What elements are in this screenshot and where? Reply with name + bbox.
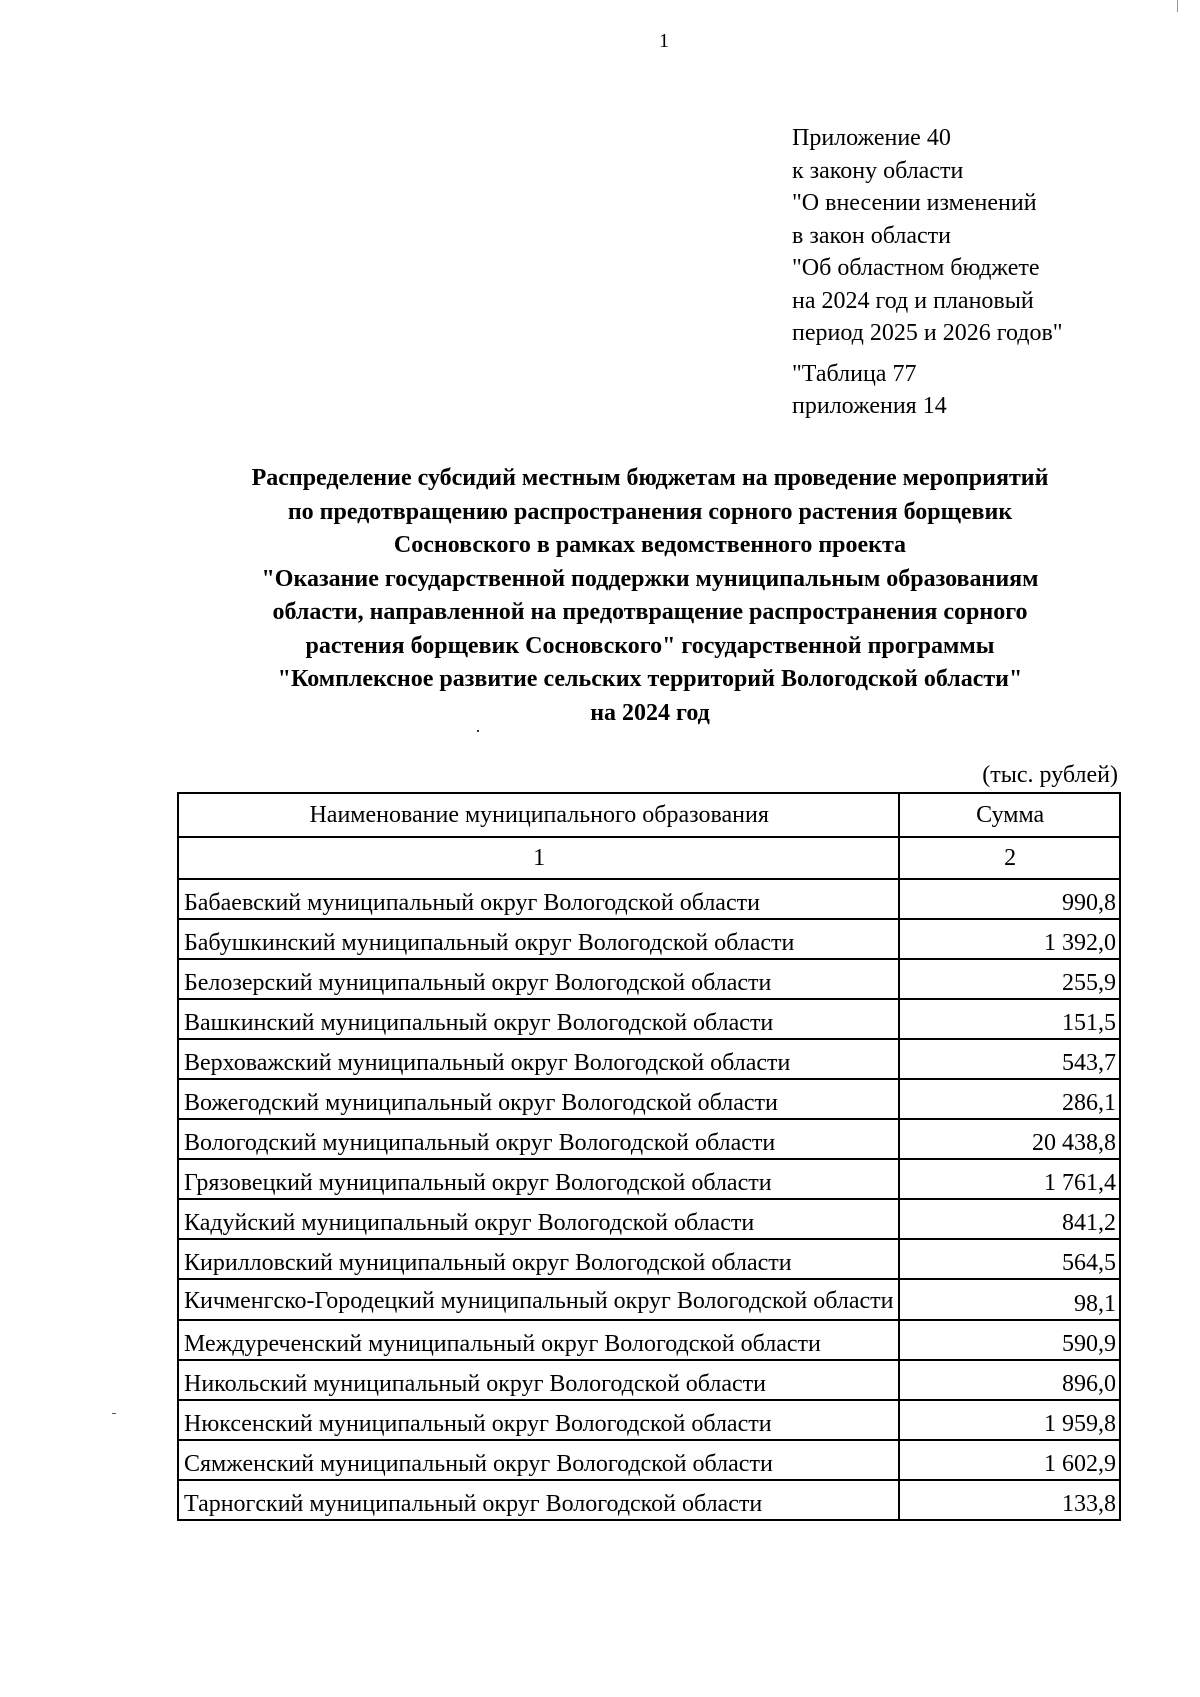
subsidy-amount: 133,8 (899, 1480, 1120, 1520)
table-row (178, 1320, 1120, 1360)
table-row (178, 999, 1120, 1039)
title-line: области, направленной на предотвращение распространения сорного (272, 599, 1028, 625)
subsidy-amount: 255,9 (899, 959, 1120, 999)
municipality-name: Сямженский муниципальный округ Вологодской области (178, 1440, 899, 1480)
subsidy-amount: 590,9 (899, 1320, 1120, 1360)
appendix-line: "О внесении изменений (792, 190, 1037, 216)
table-row (178, 1480, 1120, 1520)
subsidy-amount: 896,0 (899, 1360, 1120, 1400)
scan-side-mark (112, 1413, 116, 1414)
column-number-sum: 2 (899, 837, 1120, 879)
subsidy-table (177, 792, 1121, 1521)
column-number-row (178, 837, 1120, 879)
municipality-name: Верховажский муниципальный округ Вологодской области (178, 1039, 899, 1079)
municipality-name: Нюксенский муниципальный округ Вологодской области (178, 1400, 899, 1440)
table-row (178, 1360, 1120, 1400)
appendix-header (792, 122, 1063, 423)
table-row (178, 1199, 1120, 1239)
municipality-name: Кирилловский муниципальный округ Вологодской области (178, 1239, 899, 1279)
municipality-name: Вашкинский муниципальный округ Вологодской области (178, 999, 899, 1039)
table-row (178, 1279, 1120, 1320)
table-row (178, 1079, 1120, 1119)
subsidy-amount: 286,1 (899, 1079, 1120, 1119)
header-name: Наименование муниципального образования (178, 793, 899, 837)
document-title (150, 462, 1150, 730)
municipality-name: Бабушкинский муниципальный округ Вологодской области (178, 919, 899, 959)
municipality-name: Грязовецкий муниципальный округ Вологодской области (178, 1159, 899, 1199)
subsidy-amount: 841,2 (899, 1199, 1120, 1239)
subsidy-amount: 990,8 (899, 879, 1120, 919)
table-reference-line: "Таблица 77 (792, 360, 917, 387)
subsidy-amount: 98,1 (899, 1279, 1120, 1320)
title-line: "Комплексное развитие сельских территорий Вологодской области" (277, 666, 1023, 692)
subsidy-amount: 543,7 (899, 1039, 1120, 1079)
title-line: "Оказание государственной поддержки муниципальным образованиям (261, 565, 1039, 592)
table-row (178, 1440, 1120, 1480)
subsidy-amount: 1 959,8 (899, 1400, 1120, 1440)
municipality-name: Никольский муниципальный округ Вологодской области (178, 1360, 899, 1400)
appendix-line: в закон области (792, 222, 951, 249)
appendix-line: к закону области (792, 157, 964, 184)
units-label: (тыс. рублей) (982, 762, 1118, 788)
municipality-name: Вожегодский муниципальный округ Вологодской области (178, 1079, 899, 1119)
subsidy-amount: 151,5 (899, 999, 1120, 1039)
page-number: 1 (659, 30, 669, 52)
appendix-line: на 2024 год и плановый (792, 287, 1034, 314)
municipality-name: Тарногский муниципальный округ Вологодской области (178, 1480, 899, 1520)
table-row (178, 1119, 1120, 1159)
subsidy-amount: 20 438,8 (899, 1119, 1120, 1159)
subsidy-amount: 564,5 (899, 1239, 1120, 1279)
table-row (178, 1400, 1120, 1440)
scan-dot-mark (477, 730, 479, 732)
municipality-name: Белозерский муниципальный округ Вологодской области (178, 959, 899, 999)
municipality-name: Бабаевский муниципальный округ Вологодской области (178, 879, 899, 919)
appendix-line: Приложение 40 (792, 125, 951, 151)
table-row (178, 879, 1120, 919)
municipality-name: Кичменгско-Городецкий муниципальный округ Вологодской области (178, 1279, 899, 1320)
title-line: Сосновского в рамках ведомственного проекта (393, 532, 907, 558)
table-reference-line: приложения 14 (792, 393, 947, 419)
municipality-name: Кадуйский муниципальный округ Вологодской области (178, 1199, 899, 1239)
title-line: растения борщевик Сосновского" государственной программы (305, 632, 995, 659)
subsidy-amount: 1 392,0 (899, 919, 1120, 959)
table-row (178, 919, 1120, 959)
title-line: на 2024 год (590, 699, 710, 726)
subsidy-amount: 1 602,9 (899, 1440, 1120, 1480)
table-row (178, 1039, 1120, 1079)
title-line: по предотвращению распространения сорного растения борщевик (287, 498, 1013, 525)
municipality-name: Междуреченский муниципальный округ Вологодской области (178, 1320, 899, 1360)
municipality-name: Вологодский муниципальный округ Вологодской области (178, 1119, 899, 1159)
appendix-line: период 2025 и 2026 годов" (792, 320, 1063, 346)
appendix-line: "Об областном бюджете (792, 255, 1040, 281)
table-row (178, 1239, 1120, 1279)
subsidy-amount: 1 761,4 (899, 1159, 1120, 1199)
title-line: Распределение субсидий местным бюджетам на проведение мероприятий (251, 465, 1049, 491)
table-row (178, 1159, 1120, 1199)
scan-edge-mark (1177, 0, 1178, 12)
column-number-name: 1 (178, 837, 899, 879)
table-row (178, 959, 1120, 999)
header-sum: Сумма (899, 793, 1120, 837)
table-header-row (178, 793, 1120, 837)
